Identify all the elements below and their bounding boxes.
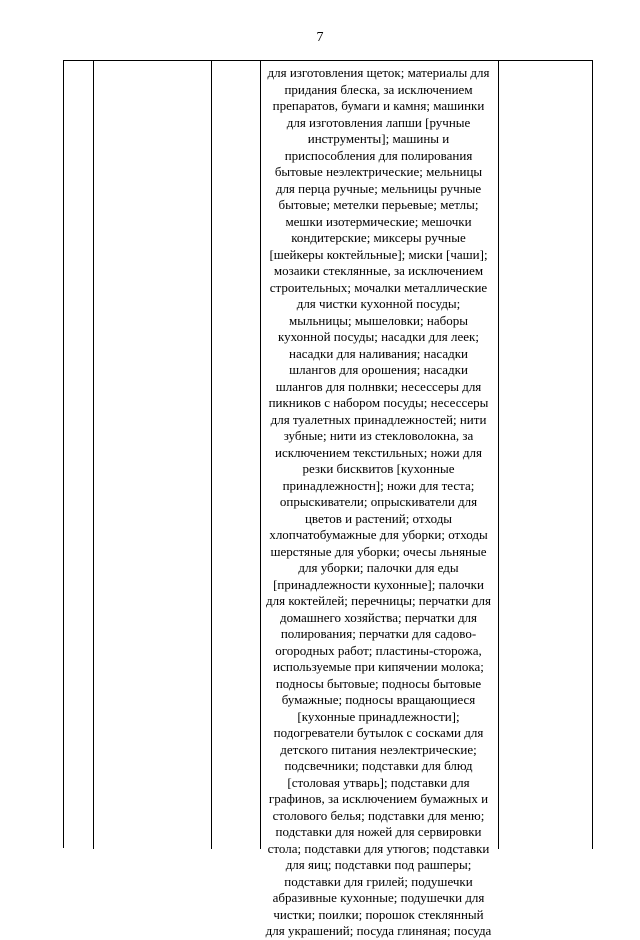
description-line: опрыскиватели; опрыскиватели для (279, 494, 478, 509)
description-line: для уборки; палочки для еды (298, 560, 459, 575)
goods-table-fragment (63, 60, 593, 938)
description-line: шлангов для орошения; насадки (289, 362, 468, 377)
description-line: огородных работ; пластины-сторожа, (275, 642, 482, 658)
description-line: для перца ручные; мельницы ручные (275, 180, 482, 196)
column-divider (93, 61, 94, 849)
description-line: хлопчатобумажные для уборки; отходы (269, 527, 488, 542)
description-line: бытовые неэлектрические; мельницы (274, 164, 483, 179)
description-line: подносы бытовые; подносы бытовые (275, 675, 482, 691)
description-line: подставки для ножей для сервировки (275, 824, 482, 839)
description-line: графинов, за исключением бумажных и (268, 791, 489, 806)
description-line: абразивные кухонные; подушечки для (272, 890, 485, 905)
description-line: инструменты]; машины и (307, 131, 450, 146)
description-line: мешки изотермические; мешочки (285, 213, 472, 229)
description-line: мозаики стеклянные, за исключением (273, 263, 484, 278)
description-line: зубные; нити из стекловолокна, за (283, 428, 474, 443)
description-line: кухонной посуды; насадки для леек; (278, 329, 479, 344)
description-line: препаратов, бумаги и камня; машинки (272, 98, 485, 113)
description-line: полирования; перчатки для садово- (280, 626, 477, 641)
description-line: для украшений; посуда глиняная; посуда (265, 923, 492, 938)
description-line: приспособления для полирования (284, 147, 473, 163)
description-line: чистки; поилки; порошок стеклянный (273, 906, 484, 922)
description-line: стола; подставки для утюгов; подставки (267, 840, 490, 856)
description-line: цветов и растений; отходы (304, 510, 453, 526)
description-line: принадлежностн]; ножи для теста; (282, 477, 475, 493)
description-line: пикников с набором посуды; несессеры (268, 395, 489, 410)
description-line: подсвечники; подставки для блюд (284, 758, 473, 773)
goods-description-cell (261, 65, 496, 938)
column-divider (211, 61, 212, 849)
description-line: мыльницы; мышеловки; наборы (289, 312, 468, 328)
page-number: 7 (316, 30, 324, 45)
description-line: для изготовления лапши [ручные (286, 114, 471, 130)
description-line: придания блеска, за исключением (284, 81, 473, 97)
description-line: подставки для грилей; подушечки (284, 873, 473, 889)
description-line: [шейкеры коктейльные]; миски [чаши]; (269, 246, 488, 262)
description-line: строительных; мочалки металлические (269, 279, 488, 295)
description-line: детского питания неэлектрические; (280, 741, 477, 757)
description-line: [принадлежности кухонные]; палочки (273, 576, 484, 592)
description-line: [столовая утварь]; подставки для (287, 774, 470, 790)
description-line: насадки для наливания; насадки (289, 345, 468, 361)
description-line: [кухонные принадлежности]; (297, 708, 460, 724)
description-line: для изготовления щеток; материалы для (267, 65, 490, 80)
description-line: резки бисквитов [кухонные (302, 461, 455, 476)
description-line: для чистки кухонной посуды; (296, 296, 461, 311)
description-line: бумажные; подносы вращающиеся (281, 692, 476, 707)
description-line: кондитерские; миксеры ручные (291, 230, 466, 245)
description-line: для туалетных принадлежностей; нити (270, 411, 487, 427)
description-line: используемые при кипячении молока; (273, 659, 484, 674)
description-line: шлангов для полнвки; несессеры для (275, 378, 482, 394)
column-divider (592, 61, 593, 849)
description-line: для коктейлей; перечницы; перчатки для (266, 593, 491, 608)
description-line: для яиц; подставки под рашперы; (285, 857, 472, 872)
description-line: бытовые; метелки перьевые; метлы; (278, 197, 479, 212)
description-line: домашнего хозяйства; перчатки для (279, 609, 478, 625)
column-divider (498, 61, 499, 849)
description-line: столового белья; подставки для меню; (272, 807, 485, 823)
description-line: исключением текстильных; ножи для (275, 444, 482, 460)
description-line: шерстяные для уборки; очесы льняные (270, 543, 487, 559)
description-line: подогреватели бутылок с сосками для (273, 725, 484, 740)
